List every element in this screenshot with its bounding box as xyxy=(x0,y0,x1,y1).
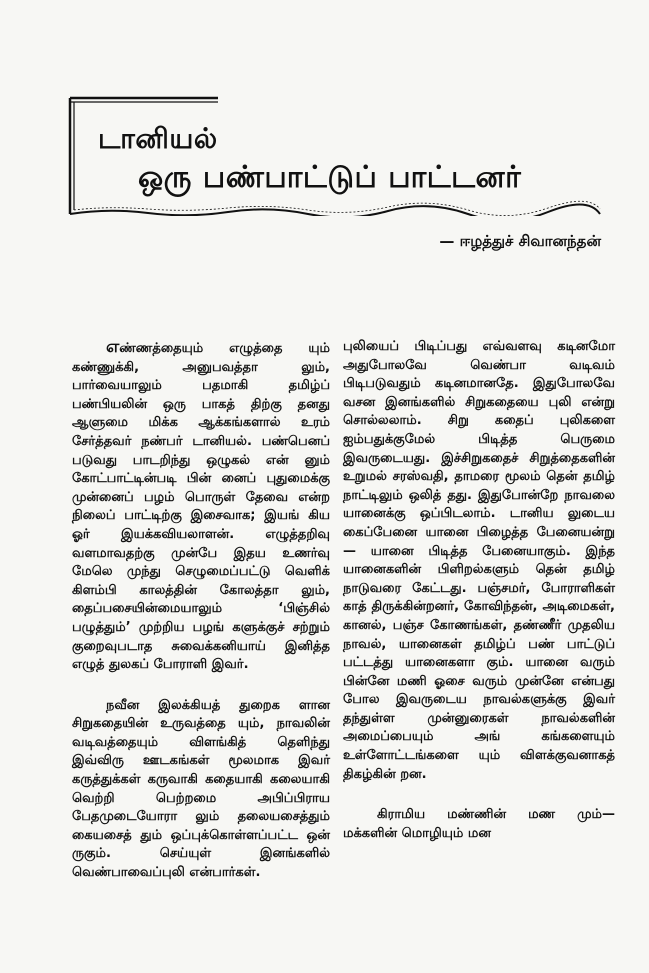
left-paragraph-2: நவீன இலக்கியத் துறைக ளான சிறுகதையின் உருவத்தை யும், நாவலின் வடிவத்தையும் விளங்கித் தெளிந்து இவ்விரு ஊடகங்கள் மூலமாக இவர் கருத்துக்கள் கருவாகி கதையாகி கலையாகி வெற்றி பெற்றமை அபிப்பிராய பேதமுடையோரா லும் தலையசைத்தும் கையசைத் தும் ஒப்புக்கொள்ளப்பட்ட ஒன் ருகும். செய்யுள் இனங்களில் வெண்பாவைப்புலி என்பார்கள். xyxy=(72,697,330,881)
title-box xyxy=(68,96,602,216)
left-column xyxy=(72,338,330,883)
right-paragraph-1: புலியைப் பிடிப்பது எவ்வளவு கடினமோ அதுபோலவே வெண்பா வடிவம் பிடிபடுவதும் கடினமானதே. இதுபோலவே வசன இனங்களில் சிறுகதையை புலி என்று சொல்லலாம். சிறு கதைப் புலிகளை ஐம்பதுக்குமேல் பிடித்த பெருமை இவருடையது. இச்சிறுகதைச் சிறுத்தைகளின் உறுமல் சரஸ்வதி, தாமரை மூலம் தென் தமிழ் நாட்டிலும் ஒலித் தது. இதுபோன்றே நாவலை யானைக்கு ஒப்பிடலாம். டானிய லுடைய கைப்பேனை யானை பிழைத்த பேனையன்று — யானை பிடித்த பேனையாகும். இந்த யானைகளின் பிளிறல்களும் தென் தமிழ் நாடுவரை கேட்டது. பஞ்சமர், போராளிகள் காத் திருக்கின்றனர், கோவிந்தன், அடிமைகள், கானல், பஞ்ச கோணங்கள், தண்ணீர் முதலிய நாவல், யானைகள் தமிழ்ப் பண் பாட்டுப் பட்டத்து யானைகளா கும். யானை வரும் பின்னே மணி ஓசை வரும் முன்னே என்பது போல இவருடைய நாவல்களுக்கு இவர் தந்துள்ள முன்னுரைகள் நாவல்களின் அமைப்பையும் அங் கங்களையும் உள்ளோட்டங்களை யும் விளக்குவனாகத் திகழ்கின் றன. xyxy=(343,339,615,782)
title-line-2: ஒரு பண்பாட்டுப் பாட்டனர் xyxy=(138,160,522,195)
right-column xyxy=(343,338,615,843)
left-paragraph-1-text: ண்ணத்தையும் எழுத்தை யும் கண்ணுக்கி, அனுபவத்தா லும், பார்வையாலும் பதமாகி தமிழ்ப் பண்பியலின் ஒரு பாகத் திற்கு தனது ஆளுமை மிக்க ஆக்கங்களால் உரம் சேர்த்தவர் நண்பர் டானியல். பண்பெனப் படுவது பாடறிந்து ஒழுகல் என் னும் கோட்பாட்டின்படி பின் னைப் புதுமைக்கு முன்னைப் பழம் பொருள் தேவை என்ற நிலைப் பாட்டிற்கு இசைவாக; இயங் கிய ஓர் இயக்கவியலாளன். எழுத்தறிவு வளமாவதற்கு முன்பே இதய உணர்வு மேலெ முந்து செழுமைப்பட்டு வெளிக் கிளம்பி காலத்தின் கோலத்தா லும், தைப்பசையின்மையாலும் ‘பிஞ்சில் பழுத்தும்’ முற்றிய பழங் களுக்குச் சற்றும் குறைவுபடாத சுவைக்கனியாய் இனித்த எழுத் துலகப் போராளி இவர். xyxy=(72,341,330,673)
author-byline: — ஈழத்துச் சிவானந்தன் xyxy=(439,232,601,250)
right-paragraph-2: கிராமிய மண்ணின் மண மும்—மக்களின் மொழியும் மன xyxy=(343,807,615,841)
title-line-1: டானியல் xyxy=(98,122,218,155)
left-paragraph-1 xyxy=(72,338,330,675)
drop-cap: எ xyxy=(106,337,120,357)
